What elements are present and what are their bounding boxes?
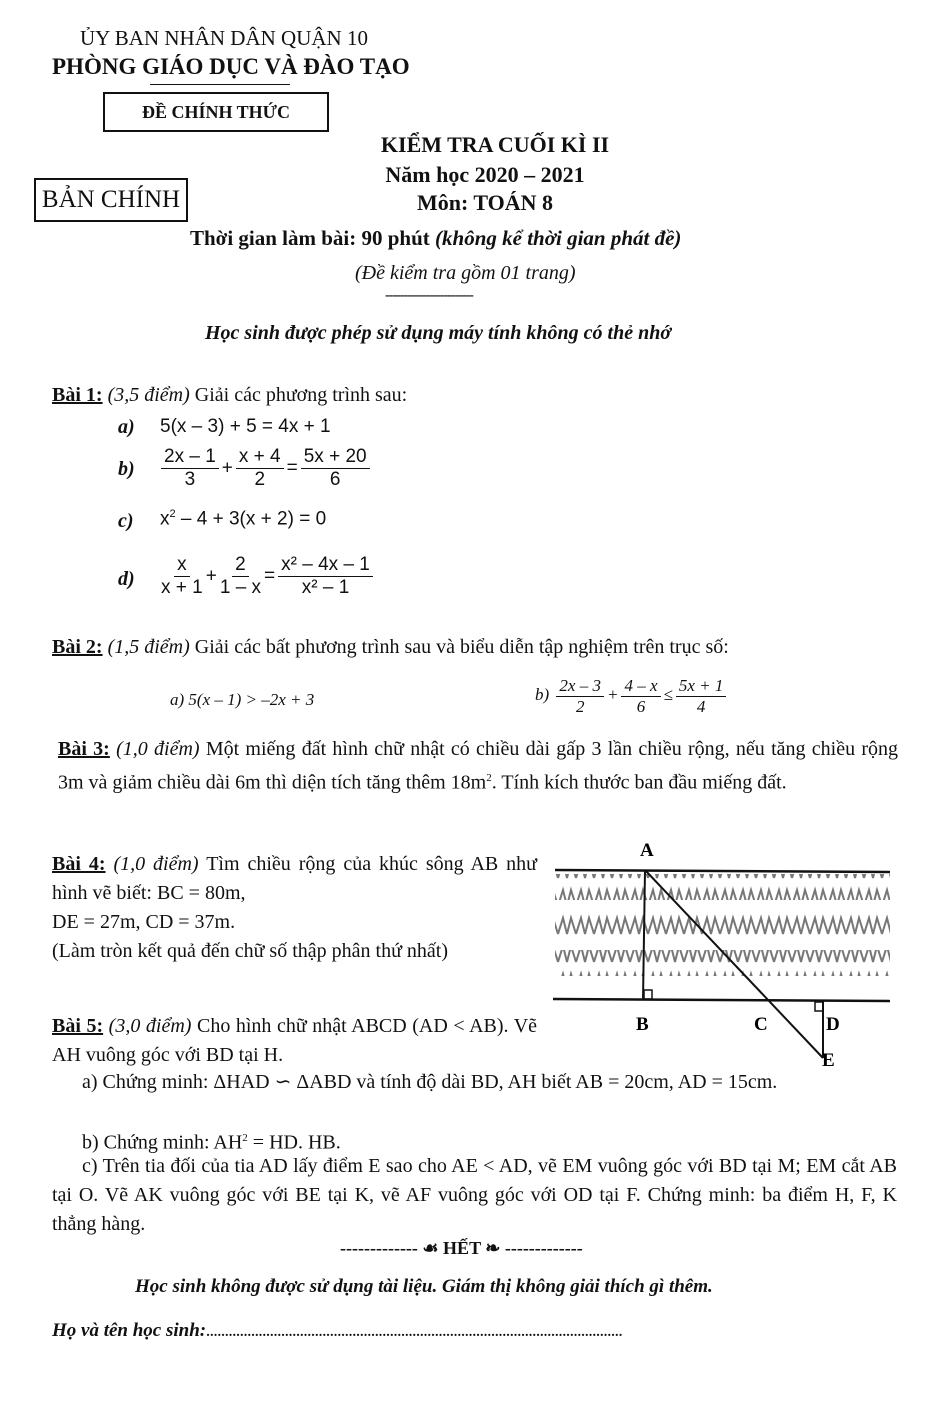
bai4-text-3: (Làm tròn kết quả đến chữ số thập phân thứ nhất) [52,940,449,962]
exam-title: KIỂM TRA CUỐI KÌ II [380,132,610,157]
right-angle-B [644,990,652,999]
bai4 [52,850,537,966]
numerator: 2x – 3 [556,676,604,697]
river-bank-top [555,870,890,872]
bai1-heading [52,384,407,407]
water-waves [555,914,890,940]
bai5-a: a) Chứng minh: ΔHAD ∽ ΔABD và tính độ dài BD, AH biết AB = 20cm, AD = 15cm. [82,1071,778,1093]
water-waves [555,950,890,976]
footer-note: Học sinh không được sử dụng tài liệu. Giám thị không giải thích gì thêm. [135,1276,713,1297]
label-E: E [822,1050,835,1070]
bai4-points: (1,0 điểm) [113,853,199,875]
calculator-note: Học sinh được phép sử dụng máy tính không có thẻ nhớ [205,322,672,344]
bai1-c-label: c) [118,510,134,532]
river-bank-bottom [553,999,890,1001]
label-C: C [754,1014,768,1035]
right-angle-D [815,1002,823,1011]
separator: ------------------------ [385,288,473,303]
student-name-label: Họ và tên học sinh: [52,1320,207,1341]
denominator: 3 [184,468,196,490]
bai3-text: Một miếng đất hình chữ nhật có chiều dài gấp 3 lần chiều rộng, nếu tăng chiều rộng 3m và giảm chiều dài 6m thì diện tích tăng thêm 18m [58,738,898,794]
river-diagram [540,830,900,1070]
bai1-prompt: Giải các phương trình sau: [194,384,408,406]
label-D: D [826,1014,840,1035]
bai3-text-end: . Tính kích thước ban đầu miếng đất. [491,771,787,794]
bai3-points: (1,0 điểm) [116,738,200,760]
bai3 [58,735,898,798]
bai4-text: Tìm chiều rộng của khúc sông AB như hình vẽ biết: BC = 80m, [52,853,538,904]
bai2-a-label: a) [170,690,185,709]
numerator: x² – 4x – 1 [278,554,373,577]
bai5-label: Bài 5: [52,1015,104,1037]
numerator: x [174,554,190,577]
bai1-label: Bài 1: [52,384,103,406]
numerator: x + 4 [236,446,284,469]
bai1-d-label: d) [118,568,135,590]
exponent: 2 [169,508,176,520]
operator: + [606,684,619,704]
authority: ỦY BAN NHÂN DÂN QUẬN 10 [80,26,368,50]
school-year: Năm học 2020 – 2021 [385,162,585,187]
numerator: 5x + 20 [301,446,370,469]
bai2-a-equation: 5(x – 1) > –2x + 3 [188,690,315,709]
time-note: (không kể thời gian phát đề) [435,226,682,250]
numerator: 2x – 1 [161,446,219,469]
pages-note: (Đề kiểm tra gồm 01 trang) [355,262,576,284]
student-name-field[interactable]: ............................................................................................................... [206,1320,623,1341]
underline-divider [150,84,290,85]
exponent: 2 [486,772,492,784]
bai1-a-label: a) [118,416,135,438]
department: PHÒNG GIÁO DỤC VÀ ĐÀO TẠO [52,54,410,79]
bai5-intro [52,1012,537,1070]
operator: = [264,565,276,587]
denominator: 2 [254,468,266,490]
exponent: 2 [242,1132,248,1144]
bai1-c-equation [160,508,326,530]
bai5-b-text-end: = HD. HB. [247,1131,341,1154]
bai5-points: (3,0 điểm) [108,1015,192,1037]
denominator: 1 – x [219,576,262,598]
denominator: 6 [636,696,646,716]
bai4-text-2: DE = 27m, CD = 37m. [52,911,236,933]
bai5-text: Cho hình chữ nhật ABCD (AD < AB). Vẽ AH vuông góc với BD tại H. [52,1015,538,1066]
denominator: 6 [329,468,341,490]
denominator: x² – 1 [301,576,350,598]
operator: + [205,565,217,587]
bai2-b [535,676,729,716]
bai2-a [170,690,314,710]
denominator: 2 [575,696,585,716]
bai2-points: (1,5 điểm) [107,636,190,658]
original-stamp: BẢN CHÍNH [34,178,188,222]
numerator: 5x + 1 [676,676,727,697]
student-name-line [52,1320,622,1342]
bai1-a-equation: 5(x – 3) + 5 = 4x + 1 [160,416,331,437]
denominator: x + 1 [161,576,203,598]
denominator: 4 [696,696,706,716]
official-box: ĐỀ CHÍNH THỨC [103,92,329,132]
bai2-heading [52,636,729,659]
eq-part: x [160,508,170,530]
end-marker: ------------- ☙ HẾT ❧ ------------- [340,1238,583,1258]
bai2-b-label: b) [535,684,550,704]
bai3-label: Bài 3: [58,738,110,760]
operator: + [221,457,233,479]
numerator: 2 [232,554,249,577]
water-waves [555,874,890,900]
bai2-prompt: Giải các bất phương trình sau và biểu diễn tập nghiệm trên trục số: [194,636,729,658]
bai1-d-equation [158,554,376,599]
time-line [190,226,681,251]
bai4-label: Bài 4: [52,853,106,875]
bai5-b-text: b) Chứng minh: AH [82,1131,243,1154]
bai1-points: (3,5 điểm) [107,384,190,406]
bai5-c: c) Trên tia đối của tia AD lấy điểm E sao cho AE < AD, vẽ EM vuông góc với BD tại M; EM cắt AB tại O. Vẽ AK vuông góc với BE tại K, vẽ AF vuông góc với OD tại F. Chứng minh: ba điểm H, F, K thẳng hàng. [52,1155,897,1235]
numerator: 4 – x [621,676,660,697]
time: Thời gian làm bài: 90 phút [190,226,430,250]
eq-part: – 4 + 3(x + 2) = 0 [175,508,327,530]
bai2-label: Bài 2: [52,636,103,658]
bai1-b-label: b) [118,458,135,480]
operator: ≤ [663,684,673,704]
operator: = [286,457,298,479]
label-B: B [636,1014,649,1035]
label-A: A [640,840,654,861]
bai1-b-equation [158,446,373,491]
subject: Môn: TOÁN 8 [416,190,554,215]
